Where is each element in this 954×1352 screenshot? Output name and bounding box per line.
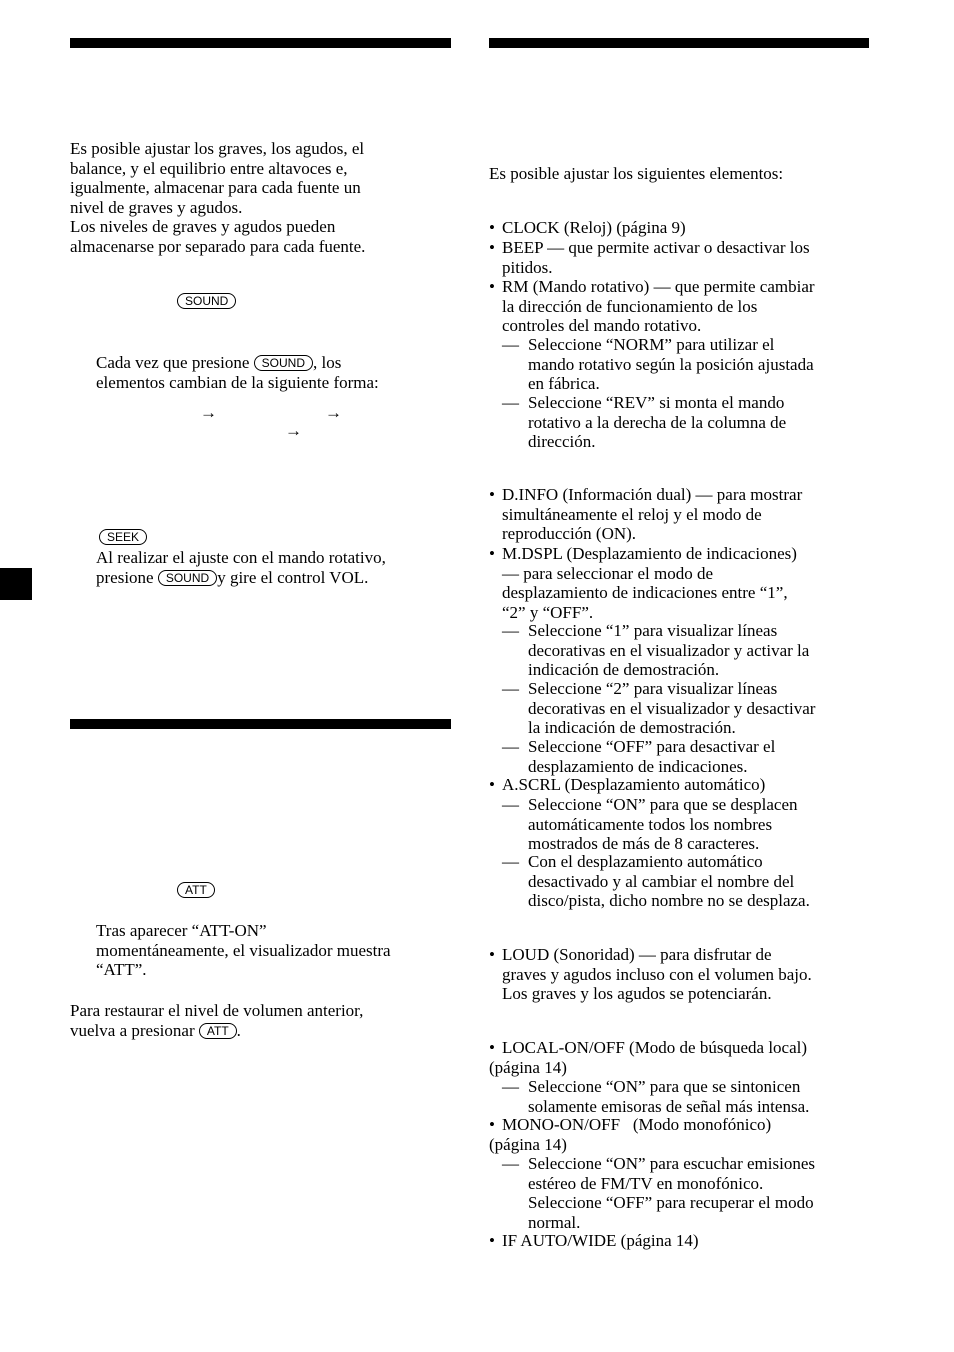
- sub-item-mdspl-2: [502, 679, 872, 738]
- item-text: indicación de demostración.: [528, 660, 720, 679]
- item-text: decorativas en el visualizador y activar la: [528, 640, 810, 660]
- item-text: mando rotativo según la posición ajustada: [528, 354, 814, 374]
- sound-button[interactable]: SOUND: [177, 293, 236, 309]
- bullet: •: [489, 1038, 495, 1057]
- bullet: •: [489, 1231, 495, 1250]
- restore-line: Para restaurar el nivel de volumen anterior,: [70, 1001, 364, 1020]
- item-text: desplazamiento de indicaciones.: [528, 756, 748, 776]
- item-text: Seleccione “2” para visualizar líneas: [528, 679, 778, 698]
- dash: —: [502, 1154, 519, 1173]
- item-text: M.DSPL (Desplazamiento de indicaciones): [502, 544, 797, 563]
- rotary-text: Al realizar el ajuste con el mando rotativo,: [96, 548, 386, 567]
- dash: —: [502, 1077, 519, 1096]
- press-text: Cada vez que presione: [96, 353, 254, 372]
- list-item-ifauto: [489, 1231, 869, 1251]
- list-item-local: [489, 1038, 869, 1058]
- press-text: elementos cambian de la siguiente forma:: [96, 372, 379, 392]
- item-text: estéreo de FM/TV en monofónico.: [528, 1173, 764, 1193]
- text-line: balance, y el equilibrio entre altavoces e,: [70, 158, 348, 178]
- list-item-loud: [489, 945, 869, 1004]
- item-text: reproducción (ON).: [502, 524, 637, 543]
- item-text: simultáneamente el reloj y el modo de: [502, 504, 762, 524]
- item-text: Seleccione “ON” para escuchar emisiones: [528, 1154, 815, 1173]
- text-line: igualmente, almacenar para cada fuente un: [70, 178, 361, 197]
- list-item-clock: [489, 218, 869, 238]
- list-item-rm: [489, 277, 869, 336]
- restore-text: [70, 1001, 451, 1040]
- item-text: LOUD (Sonoridad) — para disfrutar de: [502, 945, 772, 964]
- item-text: D.INFO (Información dual) — para mostrar: [502, 485, 803, 504]
- dash: —: [502, 621, 519, 640]
- sub-item-mono-on: [502, 1154, 872, 1232]
- item-text: desactivado y al cambiar el nombre del: [528, 871, 795, 891]
- item-text: Los graves y los agudos se potenciarán.: [502, 984, 772, 1003]
- sub-item-mdspl-1: [502, 621, 872, 680]
- dash: —: [502, 393, 519, 412]
- item-text: mostrados de más de 8 caracteres.: [528, 834, 760, 853]
- bullet: •: [489, 1115, 495, 1134]
- item-text: Seleccione “REV” si monta el mando: [528, 393, 785, 412]
- bullet: •: [489, 544, 495, 563]
- item-text: CLOCK (Reloj) (página 9): [502, 218, 686, 237]
- text-line: Tras aparecer “ATT-ON”: [96, 921, 267, 940]
- item-text: dirección.: [528, 432, 596, 451]
- sub-item-mdspl-off: [502, 737, 872, 776]
- sound-button-inline[interactable]: SOUND: [254, 355, 313, 371]
- rotary-text: presione: [96, 567, 158, 587]
- left-mid-rule: [70, 719, 451, 729]
- rotary-text: y gire el control VOL.: [217, 567, 369, 587]
- sub-item-rm-norm: [502, 335, 872, 394]
- item-text: Seleccione “ON” para que se desplacen: [528, 795, 798, 814]
- item-text: normal.: [528, 1212, 581, 1232]
- rotary-note: [96, 548, 452, 587]
- item-text: la dirección de funcionamiento de los: [502, 296, 758, 316]
- item-text: MONO-ON/OFF (Modo monofónico): [502, 1115, 772, 1134]
- item-text: automáticamente todos los nombres: [528, 814, 773, 834]
- dash: —: [502, 795, 519, 814]
- item-text: la indicación de demostración.: [528, 718, 736, 737]
- side-tab-marker: [0, 568, 32, 600]
- text-line: almacenarse por separado para cada fuente.: [70, 236, 366, 256]
- sound-button-inline[interactable]: SOUND: [158, 570, 217, 586]
- sub-item-ascrl-on: [502, 795, 872, 854]
- item-text: graves y agudos incluso con el volumen bajo.: [502, 964, 812, 984]
- item-text: — para seleccionar el modo de: [502, 563, 713, 583]
- att-button[interactable]: ATT: [177, 882, 215, 898]
- sound-intro: [70, 139, 451, 256]
- page-reference: (página 14): [489, 1058, 567, 1077]
- bullet: •: [489, 775, 495, 794]
- bullet: •: [489, 218, 495, 237]
- text-line: Los niveles de graves y agudos pueden: [70, 217, 336, 236]
- list-item-beep: [489, 238, 869, 277]
- item-text: Seleccione “1” para visualizar líneas: [528, 621, 778, 640]
- restore-line: .: [236, 1020, 241, 1040]
- item-text: Seleccione “OFF” para recuperar el modo: [528, 1193, 814, 1212]
- list-item-mono: [489, 1115, 869, 1135]
- item-text: decorativas en el visualizador y desactivar: [528, 698, 816, 718]
- bullet: •: [489, 485, 495, 504]
- sound-press-text: [96, 353, 452, 392]
- list-item-dinfo: [489, 485, 869, 544]
- item-text: “2” y “OFF”.: [502, 602, 594, 622]
- list-item-mdspl: [489, 544, 869, 622]
- sub-item-ascrl-off: [502, 852, 872, 911]
- text-line: “ATT”.: [96, 960, 147, 979]
- arrow-icon: →: [285, 421, 302, 440]
- item-text: IF AUTO/WIDE (página 14): [502, 1231, 699, 1250]
- arrow-icon: →: [200, 403, 217, 422]
- item-text: BEEP — que permite activar o desactivar los: [502, 238, 810, 257]
- item-text: RM (Mando rotativo) — que permite cambiar: [502, 277, 815, 296]
- item-text: pitidos.: [502, 257, 553, 277]
- sub-item-rm-rev: [502, 393, 872, 452]
- sub-item-local-on: [502, 1077, 872, 1116]
- item-text: solamente emisoras de señal más intensa.: [528, 1096, 810, 1116]
- dash: —: [502, 679, 519, 698]
- left-top-rule: [70, 38, 451, 48]
- bullet: •: [489, 238, 495, 257]
- att-text: [96, 921, 452, 980]
- item-text: Seleccione “OFF” para desactivar el: [528, 737, 776, 756]
- item-text: Seleccione “ON” para que se sintonicen: [528, 1077, 801, 1096]
- arrow-icon: →: [325, 403, 342, 422]
- dash: —: [502, 335, 519, 354]
- seek-button[interactable]: SEEK: [99, 529, 147, 545]
- page-reference: (página 14): [489, 1135, 567, 1154]
- att-button-inline[interactable]: ATT: [199, 1023, 237, 1039]
- dash: —: [502, 852, 519, 871]
- restore-line: vuelva a presionar: [70, 1020, 199, 1040]
- bullet: •: [489, 945, 495, 964]
- item-text: disco/pista, dicho nombre no se desplaza.: [528, 891, 810, 910]
- item-text: LOCAL-ON/OFF (Modo de búsqueda local): [502, 1038, 808, 1057]
- item-text: rotativo a la derecha de la columna de: [528, 412, 787, 432]
- item-text: controles del mando rotativo.: [502, 316, 702, 335]
- dash: —: [502, 737, 519, 756]
- item-text: en fábrica.: [528, 374, 600, 393]
- text-line: Es posible ajustar los graves, los agudos, el: [70, 139, 365, 158]
- item-text: Con el desplazamiento automático: [528, 852, 763, 871]
- menu-intro: Es posible ajustar los siguientes elementos:: [489, 164, 784, 183]
- item-text: A.SCRL (Desplazamiento automático): [502, 775, 766, 794]
- press-text: , los: [313, 353, 342, 372]
- item-text: Seleccione “NORM” para utilizar el: [528, 335, 775, 354]
- bullet: •: [489, 277, 495, 296]
- text-line: nivel de graves y agudos.: [70, 197, 243, 217]
- item-text: desplazamiento de indicaciones entre “1”,: [502, 583, 788, 602]
- text-line: momentáneamente, el visualizador muestra: [96, 940, 391, 960]
- list-item-ascrl: [489, 775, 869, 795]
- right-top-rule: [489, 38, 869, 48]
